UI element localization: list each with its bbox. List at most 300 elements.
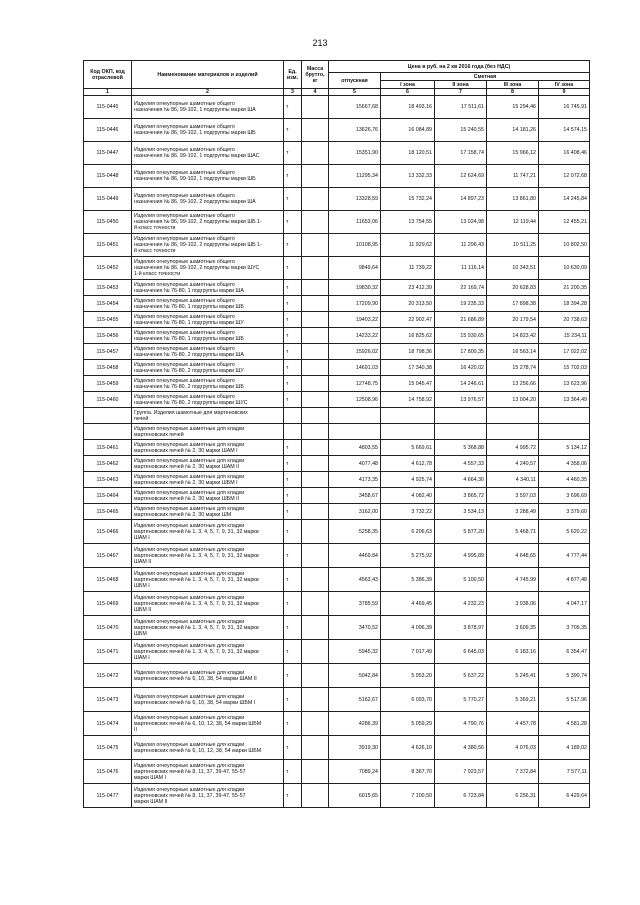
row-name: Изделия огнеупорные шамотные для кладки мартеновских печей № 1, 3, 4, 5, 7, 9, 31, 32 марки ШБМ II	[132, 592, 284, 616]
table-row	[84, 488, 590, 504]
row-zone3-price: 4 076,03	[487, 736, 539, 760]
row-mass	[302, 188, 329, 211]
row-release-price: 15351,90	[329, 142, 381, 165]
table-row	[84, 360, 590, 376]
table-row	[84, 312, 590, 328]
table-row	[84, 440, 590, 456]
table-row	[84, 760, 590, 784]
table-row	[84, 344, 590, 360]
row-code: 115-0465	[84, 504, 132, 520]
row-release-price: 9849,64	[329, 257, 381, 280]
row-mass	[302, 296, 329, 312]
row-name: Изделия огнеупорные шамотные для кладки мартеновских печей № 1, 3, 4, 5, 7, 9, 31, 32 марки ШАМ I	[132, 520, 284, 544]
row-code: 115-0475	[84, 736, 132, 760]
column-number: 9	[539, 89, 590, 96]
row-unit: т	[284, 488, 302, 504]
row-unit	[284, 424, 302, 440]
row-zone4-price: 5 134,12	[539, 440, 590, 456]
row-zone2-price	[435, 424, 487, 440]
row-zone2-price: 22 169,74	[435, 280, 487, 296]
page-number: 213	[312, 38, 328, 48]
row-zone2-price: 3 878,97	[435, 616, 487, 640]
row-mass	[302, 360, 329, 376]
row-unit: т	[284, 592, 302, 616]
row-mass	[302, 760, 329, 784]
header-code: Код ОКП, код отраслевой	[84, 61, 132, 89]
row-zone2-price: 15 240,55	[435, 119, 487, 142]
empty-cell	[302, 408, 329, 424]
table-row	[84, 328, 590, 344]
row-unit: т	[284, 504, 302, 520]
table-row	[84, 96, 590, 119]
row-mass	[302, 165, 329, 188]
row-unit: т	[284, 664, 302, 688]
row-unit: т	[284, 520, 302, 544]
row-zone3-price: 6 256,31	[487, 784, 539, 808]
row-zone3-price: 13 256,66	[487, 376, 539, 392]
row-unit: т	[284, 296, 302, 312]
table-row	[84, 234, 590, 257]
row-code: 115-0469	[84, 592, 132, 616]
row-unit: т	[284, 760, 302, 784]
row-zone1-price: 8 367,70	[381, 760, 435, 784]
table-row	[84, 640, 590, 664]
row-zone2-price: 5 877,20	[435, 520, 487, 544]
row-zone2-price: 4 790,76	[435, 712, 487, 736]
table-row	[84, 456, 590, 472]
row-zone4-price: 7 577,11	[539, 760, 590, 784]
table-row	[84, 520, 590, 544]
table-row	[84, 376, 590, 392]
column-number: 3	[284, 89, 302, 96]
row-zone4-price: 4 877,48	[539, 568, 590, 592]
row-zone3-price: 17 898,38	[487, 296, 539, 312]
row-name: Изделия огнеупорные шамотные общего назначения № 86, 99-102, 1 подгруппы марки ША	[132, 96, 284, 119]
row-name: Изделия огнеупорные шамотные общего назначения № 86, 99-102, 1 подгруппы марки ШБ	[132, 119, 284, 142]
row-zone3-price: 5 468,71	[487, 520, 539, 544]
table-row	[84, 188, 590, 211]
row-mass	[302, 392, 329, 408]
row-unit: т	[284, 142, 302, 165]
row-zone4-price: 18 394,28	[539, 296, 590, 312]
row-name: Изделия огнеупорные шамотные общего назначения № 86, 99-102, 2 подгруппы марки ШБ 1- й класс точности	[132, 211, 284, 234]
column-number: 4	[302, 89, 329, 96]
row-zone1-price: 22 902,47	[381, 312, 435, 328]
row-zone1-price: 6 093,70	[381, 688, 435, 712]
row-zone1-price: 18 798,36	[381, 344, 435, 360]
row-code: 115-0452	[84, 257, 132, 280]
row-release-price: 12508,96	[329, 392, 381, 408]
row-zone2-price: 5 100,50	[435, 568, 487, 592]
row-mass	[302, 640, 329, 664]
row-zone2-price: 21 686,89	[435, 312, 487, 328]
row-name: Изделия огнеупорные шамотные для кладки мартеновских печей	[132, 424, 284, 440]
row-mass	[302, 688, 329, 712]
row-unit: т	[284, 456, 302, 472]
row-name: Изделия огнеупорные шамотные для кладки мартеновских печей № 6, 10, 12, 38, 54 марки ШБМ	[132, 736, 284, 760]
row-name: Изделия огнеупорные шамотные для кладки мартеновских печей № 1, 3, 4, 5, 7, 9, 31, 32 марки ШБМ	[132, 616, 284, 640]
row-code: 115-0472	[84, 664, 132, 688]
row-zone1-price: 11 929,62	[381, 234, 435, 257]
row-mass	[302, 344, 329, 360]
row-zone1-price: 4 469,45	[381, 592, 435, 616]
row-zone2-price: 12 624,69	[435, 165, 487, 188]
row-zone1-price: 13 332,33	[381, 165, 435, 188]
row-unit: т	[284, 312, 302, 328]
row-name: Изделия огнеупорные шамотные общего назначения № 76-80, 1 подгруппы марки ША	[132, 280, 284, 296]
row-zone4-price: 12 455,21	[539, 211, 590, 234]
row-name: Изделия огнеупорные шамотные для кладки мартеновских печей № 2, 30 марки ШБМ II	[132, 488, 284, 504]
row-zone1-price: 18 120,51	[381, 142, 435, 165]
column-numbers-row	[84, 89, 590, 96]
header-estimate: Сметная	[381, 73, 590, 81]
row-code: 115-0470	[84, 616, 132, 640]
row-zone2-price: 13 024,98	[435, 211, 487, 234]
row-zone3-price: 10 343,51	[487, 257, 539, 280]
row-zone2-price: 11 116,14	[435, 257, 487, 280]
row-zone2-price: 4 557,33	[435, 456, 487, 472]
row-code: 115-0456	[84, 328, 132, 344]
row-zone2-price: 17 158,74	[435, 142, 487, 165]
row-release-price: 11653,06	[329, 211, 381, 234]
row-release-price: 13328,59	[329, 188, 381, 211]
row-zone4-price	[539, 424, 590, 440]
empty-cell	[284, 408, 302, 424]
header-release: отпускная	[329, 73, 381, 89]
row-mass	[302, 424, 329, 440]
row-zone1-price: 18 493,16	[381, 96, 435, 119]
row-zone4-price: 3 696,69	[539, 488, 590, 504]
row-release-price: 4077,48	[329, 456, 381, 472]
row-name: Изделия огнеупорные шамотные общего назначения № 86, 99-102, 2 подгруппы марки ШБ 1- й класс точности	[132, 234, 284, 257]
table-row	[84, 392, 590, 408]
row-mass	[302, 328, 329, 344]
table-row	[84, 592, 590, 616]
row-code: 115-0451	[84, 234, 132, 257]
row-zone4-price: 5 620,22	[539, 520, 590, 544]
row-zone4-price: 15 234,11	[539, 328, 590, 344]
row-code	[84, 408, 132, 424]
table-row	[84, 142, 590, 165]
row-code: 115-0455	[84, 312, 132, 328]
row-unit: т	[284, 472, 302, 488]
row-unit: т	[284, 784, 302, 808]
row-zone1-price: 5 386,39	[381, 568, 435, 592]
column-number: 6	[381, 89, 435, 96]
table-row	[84, 119, 590, 142]
row-code: 115-0458	[84, 360, 132, 376]
row-zone2-price: 13 976,57	[435, 392, 487, 408]
row-name: Изделия огнеупорные шамотные для кладки мартеновских печей № 1, 3, 4, 5, 7, 9, 31, 32 марки ШАМ I	[132, 640, 284, 664]
row-zone1-price: 4 096,39	[381, 616, 435, 640]
row-zone3-price: 14 181,26	[487, 119, 539, 142]
row-name: Изделия огнеупорные шамотные общего назначения № 86, 99-102, 1 подгруппы марки ШБ	[132, 165, 284, 188]
row-name: Изделия огнеупорные шамотные для кладки мартеновских печей № 1, 3, 4, 5, 7, 9, 31, 32 марки ШАМ II	[132, 544, 284, 568]
row-unit: т	[284, 568, 302, 592]
row-zone3-price: 16 563,14	[487, 344, 539, 360]
row-zone2-price: 16 420,02	[435, 360, 487, 376]
row-code: 115-0446	[84, 119, 132, 142]
table-row	[84, 472, 590, 488]
row-mass	[302, 712, 329, 736]
row-code: 115-0471	[84, 640, 132, 664]
row-mass	[302, 784, 329, 808]
row-name: Изделия огнеупорные шамотные общего назначения № 76-80, 1 подгруппы марки ШУ	[132, 312, 284, 328]
row-zone4-price: 4 581,28	[539, 712, 590, 736]
row-zone4-price: 14 574,15	[539, 119, 590, 142]
row-zone4-price: 4 777,44	[539, 544, 590, 568]
row-zone1-price: 15 732,24	[381, 188, 435, 211]
row-release-price: 15926,02	[329, 344, 381, 360]
row-mass	[302, 616, 329, 640]
table-row	[84, 688, 590, 712]
table-row	[84, 568, 590, 592]
table-row	[84, 664, 590, 688]
row-zone2-price: 5 637,22	[435, 664, 487, 688]
row-mass	[302, 456, 329, 472]
row-zone1-price: 7 017,49	[381, 640, 435, 664]
row-release-price: 10108,95	[329, 234, 381, 257]
row-name: Изделия огнеупорные шамотные для кладки мартеновских печей № 2, 30 марки ШБМ I	[132, 472, 284, 488]
row-name: Изделия огнеупорные шамотные для кладки мартеновских печей № 2, 30 марки ШМ	[132, 504, 284, 520]
column-number: 7	[435, 89, 487, 96]
table-row	[84, 784, 590, 808]
row-name: Изделия огнеупорные шамотные общего назначения № 76-80, 2 подгруппы марки ШУС	[132, 392, 284, 408]
row-zone1-price: 13 754,55	[381, 211, 435, 234]
row-zone1-price: 16 084,89	[381, 119, 435, 142]
row-release-price: 5258,35	[329, 520, 381, 544]
row-release-price: 12748,75	[329, 376, 381, 392]
row-release-price: 7089,24	[329, 760, 381, 784]
row-mass	[302, 568, 329, 592]
column-number: 2	[132, 89, 284, 96]
row-zone3-price: 4 457,78	[487, 712, 539, 736]
row-zone3-price: 20 628,83	[487, 280, 539, 296]
row-zone2-price: 4 995,89	[435, 544, 487, 568]
row-code: 115-0454	[84, 296, 132, 312]
row-name: Изделия огнеупорные шамотные общего назначения № 76-80, 2 подгруппы марки ШБ	[132, 376, 284, 392]
row-code: 115-0453	[84, 280, 132, 296]
row-release-price: 3162,00	[329, 504, 381, 520]
row-zone2-price: 5 770,27	[435, 688, 487, 712]
row-zone2-price: 14 897,23	[435, 188, 487, 211]
empty-cell	[539, 408, 590, 424]
empty-cell	[329, 408, 381, 424]
row-zone4-price: 12 072,68	[539, 165, 590, 188]
row-name: Изделия огнеупорные шамотные для кладки мартеновских печей № 6, 10, 38, 54 марки ШБМ I	[132, 688, 284, 712]
row-unit: т	[284, 544, 302, 568]
row-zone3-price: 15 278,74	[487, 360, 539, 376]
row-zone2-price: 6 645,03	[435, 640, 487, 664]
header-unit: Ед. изм.	[284, 61, 302, 89]
row-zone1-price: 4 626,10	[381, 736, 435, 760]
row-code: 115-0447	[84, 142, 132, 165]
row-zone3-price: 10 511,25	[487, 234, 539, 257]
empty-cell	[487, 408, 539, 424]
table-row	[84, 211, 590, 234]
table-row	[84, 296, 590, 312]
row-zone1-price: 23 412,39	[381, 280, 435, 296]
row-code: 115-0460	[84, 392, 132, 408]
row-unit: т	[284, 119, 302, 142]
row-zone3-price: 15 294,46	[487, 96, 539, 119]
row-release-price: 15667,68	[329, 96, 381, 119]
row-release-price: 4563,43	[329, 568, 381, 592]
row-unit: т	[284, 344, 302, 360]
row-zone2-price: 7 923,57	[435, 760, 487, 784]
row-zone3-price: 13 861,80	[487, 188, 539, 211]
table-row	[84, 424, 590, 440]
row-unit: т	[284, 688, 302, 712]
row-release-price	[329, 424, 381, 440]
row-zone3-price: 13 004,20	[487, 392, 539, 408]
row-zone4-price: 3 379,60	[539, 504, 590, 520]
row-release-price: 6015,65	[329, 784, 381, 808]
row-zone2-price: 4 380,56	[435, 736, 487, 760]
row-zone3-price: 3 597,03	[487, 488, 539, 504]
table-row	[84, 616, 590, 640]
row-code: 115-0473	[84, 688, 132, 712]
row-mass	[302, 234, 329, 257]
row-code: 115-0459	[84, 376, 132, 392]
group-row	[84, 408, 590, 424]
row-mass	[302, 488, 329, 504]
row-zone2-price: 4 232,23	[435, 592, 487, 616]
row-unit: т	[284, 616, 302, 640]
row-zone4-price: 17 022,02	[539, 344, 590, 360]
row-name: Изделия огнеупорные шамотные общего назначения № 86, 99-102, 1 подгруппы марки ШАС	[132, 142, 284, 165]
row-release-price: 14233,22	[329, 328, 381, 344]
row-zone4-price: 6 354,47	[539, 640, 590, 664]
row-release-price: 3785,59	[329, 592, 381, 616]
table-row	[84, 504, 590, 520]
column-number: 5	[329, 89, 381, 96]
row-name: Изделия огнеупорные шамотные для кладки мартеновских печей № 6, 10, 38, 54 марки ШАМ II	[132, 664, 284, 688]
row-mass	[302, 736, 329, 760]
empty-cell	[435, 408, 487, 424]
header-zone3: III зона	[487, 81, 539, 89]
group-title: Группа. Изделия шамотные для мартеновских печей	[132, 408, 284, 424]
row-mass	[302, 504, 329, 520]
row-zone1-price: 4 925,74	[381, 472, 435, 488]
row-zone3-price: 3 938,06	[487, 592, 539, 616]
row-release-price: 3470,52	[329, 616, 381, 640]
row-zone1-price: 5 669,61	[381, 440, 435, 456]
row-zone3-price: 5 369,21	[487, 688, 539, 712]
row-release-price: 19403,22	[329, 312, 381, 328]
row-zone4-price: 16 745,91	[539, 96, 590, 119]
row-code: 115-0462	[84, 456, 132, 472]
row-mass	[302, 544, 329, 568]
row-release-price: 4173,35	[329, 472, 381, 488]
row-zone3-price: 5 245,41	[487, 664, 539, 688]
row-zone2-price: 3 865,72	[435, 488, 487, 504]
row-unit: т	[284, 392, 302, 408]
row-zone2-price: 11 296,43	[435, 234, 487, 257]
header-zone4: IV зона	[539, 81, 590, 89]
row-unit: т	[284, 188, 302, 211]
table-header	[84, 61, 590, 96]
row-release-price: 19830,32	[329, 280, 381, 296]
row-release-price: 17209,90	[329, 296, 381, 312]
row-unit: т	[284, 328, 302, 344]
row-name: Изделия огнеупорные шамотные для кладки мартеновских печей № 2, 30 марки ШАМ I	[132, 440, 284, 456]
row-zone4-price: 4 047,17	[539, 592, 590, 616]
row-unit: т	[284, 736, 302, 760]
row-zone1-price: 5 953,20	[381, 664, 435, 688]
row-code: 115-0464	[84, 488, 132, 504]
row-code: 115-0450	[84, 211, 132, 234]
header-zone1: I зона	[381, 81, 435, 89]
row-code: 115-0476	[84, 760, 132, 784]
row-release-price: 5945,32	[329, 640, 381, 664]
row-name: Изделия огнеупорные шамотные для кладки мартеновских печей № 8, 11, 37, 39-47, 55-57 марки ШАМ I	[132, 760, 284, 784]
row-zone4-price: 6 429,64	[539, 784, 590, 808]
table-row	[84, 165, 590, 188]
row-zone1-price: 20 313,50	[381, 296, 435, 312]
row-name: Изделия огнеупорные шамотные общего назначения № 76-80, 2 подгруппы марки ША	[132, 344, 284, 360]
row-zone1-price: 6 206,63	[381, 520, 435, 544]
row-zone1-price: 7 100,50	[381, 784, 435, 808]
row-zone1-price: 4 082,40	[381, 488, 435, 504]
row-unit: т	[284, 360, 302, 376]
row-zone3-price: 4 340,11	[487, 472, 539, 488]
row-mass	[302, 520, 329, 544]
row-zone1-price: 5 059,29	[381, 712, 435, 736]
row-code: 115-0461	[84, 440, 132, 456]
row-name: Изделия огнеупорные шамотные общего назначения № 86, 99-102, 2 подгруппы марки ШУС 1-й класс точности	[132, 257, 284, 280]
row-zone2-price: 6 723,84	[435, 784, 487, 808]
row-zone1-price	[381, 424, 435, 440]
row-zone3-price: 4 648,65	[487, 544, 539, 568]
row-release-price: 4803,55	[329, 440, 381, 456]
row-zone2-price: 5 368,88	[435, 440, 487, 456]
row-unit: т	[284, 257, 302, 280]
row-zone4-price: 16 408,46	[539, 142, 590, 165]
row-code: 115-0466	[84, 520, 132, 544]
row-zone4-price: 5 517,96	[539, 688, 590, 712]
row-name: Изделия огнеупорные шамотные для кладки мартеновских печей № 1, 3, 4, 5, 7, 9, 31, 32 марки ШБМ I	[132, 568, 284, 592]
row-release-price: 3919,30	[329, 736, 381, 760]
row-zone1-price: 16 825,62	[381, 328, 435, 344]
row-zone4-price: 10 802,50	[539, 234, 590, 257]
row-mass	[302, 96, 329, 119]
row-unit: т	[284, 211, 302, 234]
row-code: 115-0463	[84, 472, 132, 488]
row-release-price: 4469,84	[329, 544, 381, 568]
row-zone4-price: 21 200,35	[539, 280, 590, 296]
table-row	[84, 257, 590, 280]
row-code: 115-0474	[84, 712, 132, 736]
row-name: Изделия огнеупорные шамотные для кладки мартеновских печей № 2, 30 марки ШАМ II	[132, 456, 284, 472]
header-mass: Масса брутто, кг	[302, 61, 329, 89]
row-zone3-price: 12 119,44	[487, 211, 539, 234]
row-release-price: 4286,39	[329, 712, 381, 736]
row-zone4-price: 14 245,84	[539, 188, 590, 211]
row-zone3-price	[487, 424, 539, 440]
row-code: 115-0449	[84, 188, 132, 211]
row-zone3-price: 14 823,42	[487, 328, 539, 344]
row-name: Изделия огнеупорные шамотные для кладки мартеновских печей № 8, 11, 37, 39-47, 55-57 марки ШАМ II	[132, 784, 284, 808]
row-name: Изделия огнеупорные шамотные для кладки мартеновских печей № 6, 10, 12, 38, 54 марки ШБМ II	[132, 712, 284, 736]
row-zone2-price: 15 930,65	[435, 328, 487, 344]
row-code: 115-0445	[84, 96, 132, 119]
row-zone4-price: 15 702,03	[539, 360, 590, 376]
row-zone3-price: 4 240,57	[487, 456, 539, 472]
row-code: 115-0468	[84, 568, 132, 592]
row-mass	[302, 312, 329, 328]
row-mass	[302, 257, 329, 280]
